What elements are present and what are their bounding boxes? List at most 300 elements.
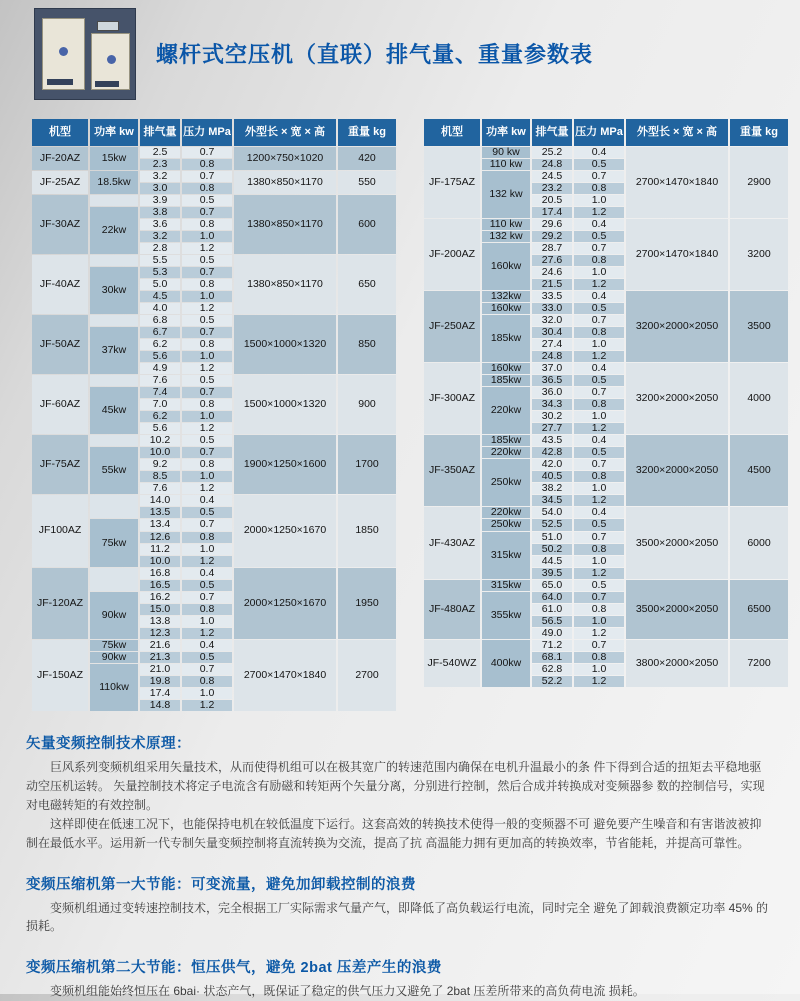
- weight-cell: 1850: [338, 495, 396, 566]
- weight-cell: 6500: [730, 580, 788, 639]
- power-cell: 315kw: [482, 580, 530, 591]
- pressure-cell: 1.0: [182, 351, 232, 362]
- power-cell: 185kw: [482, 375, 530, 386]
- flow-cell: 44.5: [532, 556, 572, 567]
- col-header-5: 重量 kg: [338, 119, 396, 146]
- flow-cell: 4.0: [140, 303, 180, 314]
- pressure-cell: 0.7: [574, 532, 624, 543]
- pressure-cell: 0.7: [574, 243, 624, 254]
- pressure-cell: 1.0: [574, 616, 624, 627]
- power-cell: 220kw: [482, 387, 530, 434]
- pressure-cell: 1.0: [182, 471, 232, 482]
- section-heading: 变频压缩机第一大节能：可变流量，避免加卸载控制的浪费: [26, 876, 416, 893]
- power-cell: [90, 495, 138, 518]
- section-vector-control-principle: [26, 732, 772, 853]
- power-cell: 90kw: [90, 652, 138, 663]
- model-cell: JF-250AZ: [424, 291, 480, 362]
- pressure-cell: 0.8: [574, 399, 624, 410]
- power-cell: 22kw: [90, 207, 138, 254]
- pressure-cell: 1.0: [182, 291, 232, 302]
- power-cell: 75kw: [90, 519, 138, 566]
- flow-cell: 7.6: [140, 375, 180, 386]
- pressure-cell: 0.5: [182, 255, 232, 266]
- flow-cell: 16.5: [140, 580, 180, 591]
- weight-cell: 650: [338, 255, 396, 314]
- flow-cell: 7.4: [140, 387, 180, 398]
- pressure-cell: 0.8: [182, 279, 232, 290]
- left-table-header: [32, 119, 396, 146]
- pressure-cell: 0.4: [182, 495, 232, 506]
- flow-cell: 33.0: [532, 303, 572, 314]
- flow-cell: 5.6: [140, 351, 180, 362]
- flow-cell: 3.0: [140, 183, 180, 194]
- model-cell: JF-40AZ: [32, 255, 88, 314]
- weight-cell: 900: [338, 375, 396, 434]
- flow-cell: 4.9: [140, 363, 180, 374]
- dims-cell: 1380×850×1170: [234, 255, 336, 314]
- power-cell: 250kw: [482, 519, 530, 530]
- pressure-cell: 0.7: [574, 387, 624, 398]
- flow-cell: 29.6: [532, 219, 572, 230]
- flow-cell: 21.6: [140, 640, 180, 651]
- dims-cell: 1900×1250×1600: [234, 435, 336, 494]
- section-heading: 矢量变频控制技术原理：: [26, 735, 191, 752]
- flow-cell: 24.8: [532, 159, 572, 170]
- pressure-cell: 0.4: [574, 147, 624, 158]
- pressure-cell: 0.7: [574, 171, 624, 182]
- pressure-cell: 0.5: [574, 303, 624, 314]
- flow-cell: 52.5: [532, 519, 572, 530]
- power-cell: 132kw: [482, 291, 530, 302]
- flow-cell: 37.0: [532, 363, 572, 374]
- pressure-cell: 0.5: [574, 447, 624, 458]
- pressure-cell: 1.0: [574, 339, 624, 350]
- col-header-5: 重量 kg: [730, 119, 788, 146]
- flow-cell: 7.6: [140, 483, 180, 494]
- flow-cell: 10.2: [140, 435, 180, 446]
- flow-cell: 39.5: [532, 568, 572, 579]
- flow-cell: 13.4: [140, 519, 180, 530]
- pressure-cell: 0.8: [182, 676, 232, 687]
- page-header: [0, 0, 800, 114]
- pressure-cell: 0.7: [574, 315, 624, 326]
- flow-cell: 2.3: [140, 159, 180, 170]
- dims-cell: 3200×2000×2050: [626, 435, 728, 506]
- weight-cell: 3500: [730, 291, 788, 362]
- flow-cell: 30.2: [532, 411, 572, 422]
- model-cell: JF-480AZ: [424, 580, 480, 639]
- pressure-cell: 0.4: [574, 507, 624, 518]
- weight-cell: 4000: [730, 363, 788, 434]
- section-paragraph: 变频机组通过变转速控制技术，完全根据工厂实际需求气量产气，即降低了高负载运行电流，同时完全 避免了卸载浪费额定功率 45% 的损耗。: [26, 900, 769, 934]
- power-cell: 75kw: [90, 640, 138, 651]
- power-cell: [90, 375, 138, 386]
- flow-cell: 43.5: [532, 435, 572, 446]
- flow-cell: 14.0: [140, 495, 180, 506]
- col-header-0: 机型: [424, 119, 480, 146]
- flow-cell: 36.5: [532, 375, 572, 386]
- pressure-cell: 1.2: [182, 363, 232, 374]
- right-table-header: [424, 119, 788, 146]
- flow-cell: 61.0: [532, 604, 572, 615]
- flow-cell: 17.4: [140, 688, 180, 699]
- dims-cell: 3800×2000×2050: [626, 640, 728, 687]
- col-header-0: 机型: [32, 119, 88, 146]
- flow-cell: 62.8: [532, 664, 572, 675]
- weight-cell: 1950: [338, 568, 396, 639]
- dims-cell: 2000×1250×1670: [234, 495, 336, 566]
- weight-cell: 7200: [730, 640, 788, 687]
- power-cell: 18.5kw: [90, 171, 138, 194]
- flow-cell: 3.8: [140, 207, 180, 218]
- pressure-cell: 1.2: [574, 676, 624, 687]
- pressure-cell: 0.5: [574, 580, 624, 591]
- pressure-cell: 0.8: [182, 339, 232, 350]
- section-paragraph: 变频机组能始终恒压在 6bai· 状态产气，既保证了稳定的供气压力又避免了 2bat 压差所带来的高负荷电流 损耗。: [50, 984, 645, 999]
- model-cell: JF-25AZ: [32, 171, 88, 194]
- pressure-cell: 0.8: [574, 652, 624, 663]
- flow-cell: 13.5: [140, 507, 180, 518]
- power-cell: 15kw: [90, 147, 138, 170]
- pressure-cell: 1.2: [574, 495, 624, 506]
- flow-cell: 3.6: [140, 219, 180, 230]
- pressure-cell: 0.7: [182, 447, 232, 458]
- section-heading: 变频压缩机第二大节能：恒压供气，避免 2bat 压差产生的浪费: [26, 960, 442, 977]
- pressure-cell: 0.5: [182, 195, 232, 206]
- pressure-cell: 0.8: [182, 219, 232, 230]
- pressure-cell: 0.8: [182, 183, 232, 194]
- brand-logo-icon: [59, 47, 68, 56]
- pressure-cell: 0.4: [574, 435, 624, 446]
- model-cell: JF-175AZ: [424, 147, 480, 218]
- pressure-cell: 1.0: [182, 616, 232, 627]
- pressure-cell: 1.2: [574, 207, 624, 218]
- flow-cell: 10.0: [140, 556, 180, 567]
- flow-cell: 23.2: [532, 183, 572, 194]
- pressure-cell: 1.2: [574, 279, 624, 290]
- flow-cell: 15.0: [140, 604, 180, 615]
- flow-cell: 19.8: [140, 676, 180, 687]
- pressure-cell: 1.2: [182, 700, 232, 711]
- pressure-cell: 0.8: [182, 399, 232, 410]
- pressure-cell: 1.2: [574, 568, 624, 579]
- flow-cell: 5.6: [140, 423, 180, 434]
- dims-cell: 3200×2000×2050: [626, 363, 728, 434]
- flow-cell: 65.0: [532, 580, 572, 591]
- flow-cell: 54.0: [532, 507, 572, 518]
- power-cell: 315kw: [482, 532, 530, 579]
- flow-cell: 8.5: [140, 471, 180, 482]
- pressure-cell: 1.0: [182, 231, 232, 242]
- pressure-cell: 0.7: [182, 171, 232, 182]
- model-cell: JF-430AZ: [424, 507, 480, 578]
- pressure-cell: 1.2: [182, 423, 232, 434]
- pressure-cell: 0.8: [182, 159, 232, 170]
- flow-cell: 34.5: [532, 495, 572, 506]
- left-table-body: [32, 147, 396, 711]
- right-spec-table: [422, 118, 790, 688]
- flow-cell: 5.5: [140, 255, 180, 266]
- col-header-3: 压力 MPa: [574, 119, 624, 146]
- pressure-cell: 0.7: [182, 387, 232, 398]
- pressure-cell: 1.0: [182, 688, 232, 699]
- info-sections: [0, 712, 800, 1001]
- power-cell: [90, 435, 138, 446]
- model-cell: JF-30AZ: [32, 195, 88, 254]
- pressure-cell: 0.5: [182, 375, 232, 386]
- pressure-cell: 0.8: [182, 532, 232, 543]
- pressure-cell: 0.4: [574, 291, 624, 302]
- pressure-cell: 0.4: [574, 219, 624, 230]
- power-cell: 185kw: [482, 315, 530, 362]
- flow-cell: 24.8: [532, 351, 572, 362]
- flow-cell: 3.2: [140, 231, 180, 242]
- compressor-control-panel: [97, 21, 119, 31]
- flow-cell: 38.2: [532, 483, 572, 494]
- flow-cell: 40.5: [532, 471, 572, 482]
- pressure-cell: 0.7: [574, 592, 624, 603]
- pressure-cell: 0.5: [182, 507, 232, 518]
- power-cell: 45kw: [90, 387, 138, 434]
- power-cell: [90, 255, 138, 266]
- pressure-cell: 0.5: [574, 159, 624, 170]
- dims-cell: 3500×2000×2050: [626, 507, 728, 578]
- pressure-cell: 1.2: [182, 303, 232, 314]
- flow-cell: 27.6: [532, 255, 572, 266]
- col-header-2: 排气量: [140, 119, 180, 146]
- weight-cell: 420: [338, 147, 396, 170]
- flow-cell: 68.1: [532, 652, 572, 663]
- flow-cell: 52.2: [532, 676, 572, 687]
- pressure-cell: 1.0: [574, 483, 624, 494]
- brand-logo-icon: [107, 55, 116, 64]
- flow-cell: 2.8: [140, 243, 180, 254]
- flow-cell: 16.2: [140, 592, 180, 603]
- pressure-cell: 1.0: [574, 195, 624, 206]
- brand-nameplate: [47, 79, 73, 85]
- power-cell: 110 kw: [482, 159, 530, 170]
- pressure-cell: 1.2: [574, 423, 624, 434]
- pressure-cell: 1.2: [182, 556, 232, 567]
- power-cell: 110kw: [90, 664, 138, 711]
- flow-cell: 32.0: [532, 315, 572, 326]
- weight-cell: 4500: [730, 435, 788, 506]
- weight-cell: 850: [338, 315, 396, 374]
- flow-cell: 21.5: [532, 279, 572, 290]
- pressure-cell: 0.5: [182, 315, 232, 326]
- dims-cell: 1380×850×1170: [234, 195, 336, 254]
- pressure-cell: 0.8: [574, 255, 624, 266]
- dims-cell: 1500×1000×1320: [234, 375, 336, 434]
- pressure-cell: 0.7: [182, 207, 232, 218]
- flow-cell: 17.4: [532, 207, 572, 218]
- model-cell: JF-150AZ: [32, 640, 88, 711]
- pressure-cell: 1.2: [182, 483, 232, 494]
- flow-cell: 13.8: [140, 616, 180, 627]
- power-cell: [90, 315, 138, 326]
- power-cell: 185kw: [482, 435, 530, 446]
- flow-cell: 6.8: [140, 315, 180, 326]
- power-cell: 37kw: [90, 327, 138, 374]
- flow-cell: 9.2: [140, 459, 180, 470]
- pressure-cell: 0.8: [574, 604, 624, 615]
- flow-cell: 4.5: [140, 291, 180, 302]
- pressure-cell: 1.2: [574, 628, 624, 639]
- flow-cell: 10.0: [140, 447, 180, 458]
- pressure-cell: 0.8: [182, 604, 232, 615]
- pressure-cell: 0.4: [574, 363, 624, 374]
- weight-cell: 550: [338, 171, 396, 194]
- flow-cell: 21.3: [140, 652, 180, 663]
- pressure-cell: 1.2: [574, 351, 624, 362]
- col-header-4: 外型长 × 宽 × 高: [234, 119, 336, 146]
- pressure-cell: 0.7: [182, 592, 232, 603]
- flow-cell: 49.0: [532, 628, 572, 639]
- pressure-cell: 0.8: [574, 327, 624, 338]
- section-paragraph: 巨风系列变频机组采用矢量技术，从而使得机组可以在极其宽广的转速范围内确保在电机升温最小的条 件下得到合适的扭矩去平稳地驱动空压机运转。 矢量控制技术将定子电流含有励磁和转矩两个矢量分离，分别进行控制，然后合成并转换成对变频器参 数的控制信号，实现对电磁转矩的有效控制。: [26, 759, 765, 812]
- weight-cell: 1700: [338, 435, 396, 494]
- dims-cell: 1380×850×1170: [234, 171, 336, 194]
- model-cell: JF-300AZ: [424, 363, 480, 434]
- pressure-cell: 0.5: [574, 519, 624, 530]
- dims-cell: 1500×1000×1320: [234, 315, 336, 374]
- col-header-1: 功率 kw: [90, 119, 138, 146]
- section-paragraph: 这样即使在低速工况下，也能保持电机在较低温度下运行。这套高效的转换技术使得一般的变频器不可 避免要产生噪音和有害谐波被抑制在最低水平。运用新一代专制矢量变频控制将直流转换为交流，提高了抗 高温能力拥有更加高的转换效率，节省能耗，并提高可靠性。: [26, 816, 762, 850]
- pressure-cell: 0.5: [182, 652, 232, 663]
- flow-cell: 42.0: [532, 459, 572, 470]
- power-cell: [90, 568, 138, 591]
- flow-cell: 3.2: [140, 171, 180, 182]
- dims-cell: 2700×1470×1840: [234, 640, 336, 711]
- flow-cell: 20.5: [532, 195, 572, 206]
- flow-cell: 36.0: [532, 387, 572, 398]
- col-header-2: 排气量: [532, 119, 572, 146]
- model-cell: JF-540WZ: [424, 640, 480, 687]
- flow-cell: 50.2: [532, 544, 572, 555]
- flow-cell: 27.7: [532, 423, 572, 434]
- flow-cell: 64.0: [532, 592, 572, 603]
- dims-cell: 3500×2000×2050: [626, 580, 728, 639]
- power-cell: 110 kw: [482, 219, 530, 230]
- weight-cell: 2900: [730, 147, 788, 218]
- model-cell: JF-350AZ: [424, 435, 480, 506]
- pressure-cell: 1.0: [574, 267, 624, 278]
- pressure-cell: 0.8: [574, 183, 624, 194]
- pressure-cell: 0.7: [182, 519, 232, 530]
- flow-cell: 27.4: [532, 339, 572, 350]
- spec-tables: [0, 114, 800, 712]
- power-cell: 90 kw: [482, 147, 530, 158]
- pressure-cell: 1.2: [182, 243, 232, 254]
- flow-cell: 11.2: [140, 544, 180, 555]
- pressure-cell: 0.4: [182, 640, 232, 651]
- section-energy-saving-2: [26, 956, 772, 1001]
- power-cell: 400kw: [482, 640, 530, 687]
- pressure-cell: 0.7: [182, 327, 232, 338]
- pressure-cell: 1.0: [574, 411, 624, 422]
- power-cell: [90, 195, 138, 206]
- flow-cell: 6.2: [140, 411, 180, 422]
- power-cell: 220kw: [482, 447, 530, 458]
- dims-cell: 3200×2000×2050: [626, 291, 728, 362]
- flow-cell: 71.2: [532, 640, 572, 651]
- flow-cell: 21.0: [140, 664, 180, 675]
- section-energy-saving-1: [26, 873, 772, 937]
- flow-cell: 6.7: [140, 327, 180, 338]
- right-table-body: [424, 147, 788, 687]
- flow-cell: 25.2: [532, 147, 572, 158]
- pressure-cell: 0.8: [574, 471, 624, 482]
- pressure-cell: 0.7: [574, 640, 624, 651]
- flow-cell: 3.9: [140, 195, 180, 206]
- power-cell: 90kw: [90, 592, 138, 639]
- pressure-cell: 0.8: [182, 459, 232, 470]
- pressure-cell: 1.0: [574, 556, 624, 567]
- pressure-cell: 0.4: [182, 568, 232, 579]
- page-title: 螺杆式空压机（直联）排气量、重量参数表: [156, 42, 594, 67]
- flow-cell: 24.6: [532, 267, 572, 278]
- power-cell: 55kw: [90, 447, 138, 494]
- flow-cell: 14.8: [140, 700, 180, 711]
- pressure-cell: 0.7: [574, 459, 624, 470]
- flow-cell: 5.0: [140, 279, 180, 290]
- pressure-cell: 0.7: [182, 147, 232, 158]
- flow-cell: 12.6: [140, 532, 180, 543]
- flow-cell: 5.3: [140, 267, 180, 278]
- flow-cell: 33.5: [532, 291, 572, 302]
- weight-cell: 2700: [338, 640, 396, 711]
- model-cell: JF-20AZ: [32, 147, 88, 170]
- power-cell: 160kw: [482, 363, 530, 374]
- dims-cell: 2700×1470×1840: [626, 147, 728, 218]
- power-cell: 220kw: [482, 507, 530, 518]
- model-cell: JF-200AZ: [424, 219, 480, 290]
- flow-cell: 51.0: [532, 532, 572, 543]
- model-cell: JF-75AZ: [32, 435, 88, 494]
- brand-nameplate: [95, 81, 119, 87]
- col-header-1: 功率 kw: [482, 119, 530, 146]
- flow-cell: 56.5: [532, 616, 572, 627]
- pressure-cell: 0.5: [182, 435, 232, 446]
- flow-cell: 42.8: [532, 447, 572, 458]
- pressure-cell: 0.5: [182, 580, 232, 591]
- pressure-cell: 0.5: [574, 231, 624, 242]
- power-cell: 160kw: [482, 303, 530, 314]
- power-cell: 30kw: [90, 267, 138, 314]
- pressure-cell: 1.0: [574, 664, 624, 675]
- pressure-cell: 0.7: [182, 267, 232, 278]
- dims-cell: 2000×1250×1670: [234, 568, 336, 639]
- flow-cell: 2.5: [140, 147, 180, 158]
- pressure-cell: 0.8: [574, 544, 624, 555]
- dims-cell: 1200×750×1020: [234, 147, 336, 170]
- flow-cell: 6.2: [140, 339, 180, 350]
- pressure-cell: 1.0: [182, 411, 232, 422]
- power-cell: 355kw: [482, 592, 530, 639]
- flow-cell: 30.4: [532, 327, 572, 338]
- dims-cell: 2700×1470×1840: [626, 219, 728, 290]
- power-cell: 160kw: [482, 243, 530, 290]
- flow-cell: 24.5: [532, 171, 572, 182]
- weight-cell: 6000: [730, 507, 788, 578]
- flow-cell: 16.8: [140, 568, 180, 579]
- flow-cell: 29.2: [532, 231, 572, 242]
- flow-cell: 28.7: [532, 243, 572, 254]
- model-cell: JF-50AZ: [32, 315, 88, 374]
- pressure-cell: 0.7: [182, 664, 232, 675]
- power-cell: 250kw: [482, 459, 530, 506]
- model-cell: JF100AZ: [32, 495, 88, 566]
